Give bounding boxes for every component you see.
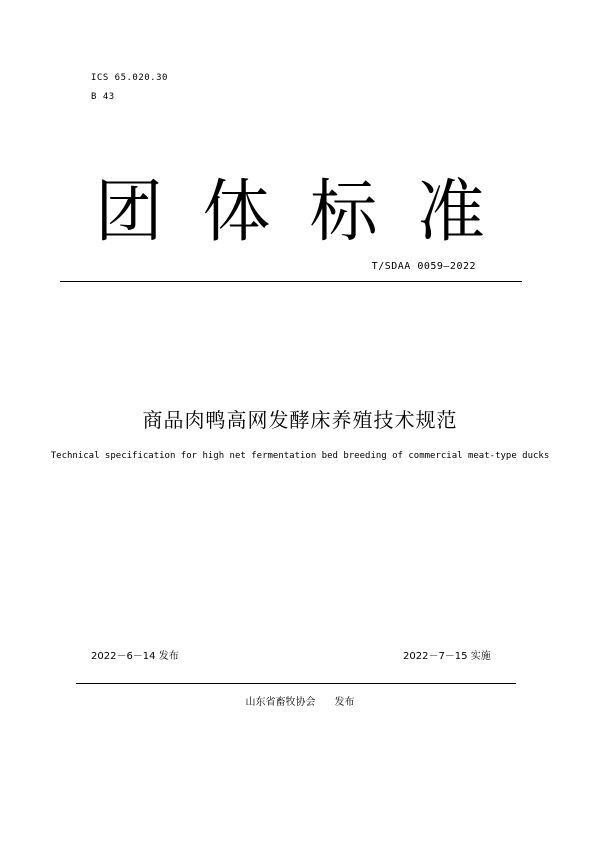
ics-code: ICS 65.020.30: [91, 73, 168, 83]
standard-number: T/SDAA 0059—2022: [371, 261, 476, 272]
top-divider: [60, 281, 522, 282]
masthead-char: 准: [416, 173, 485, 252]
classification-code: B 43: [91, 92, 115, 102]
implement-date: 2022－7－15 实施: [403, 651, 491, 662]
issuer-line: [0, 696, 600, 710]
issuer-name: 山东省畜牧协会: [245, 697, 316, 708]
masthead-title: [95, 168, 485, 258]
publish-date: 2022－6－14 发布: [91, 651, 179, 662]
issuer-action: 发布: [334, 697, 355, 708]
masthead-char: 体: [202, 173, 271, 252]
bottom-divider: [76, 683, 516, 684]
masthead-char: 标: [309, 173, 378, 252]
masthead-char: 团: [95, 173, 164, 252]
english-title: Technical specification for high net fermentation bed breeding of commercial meat-type ducks: [50, 451, 550, 461]
chinese-title: 商品肉鸭高网发酵床养殖技术规范: [142, 408, 458, 432]
